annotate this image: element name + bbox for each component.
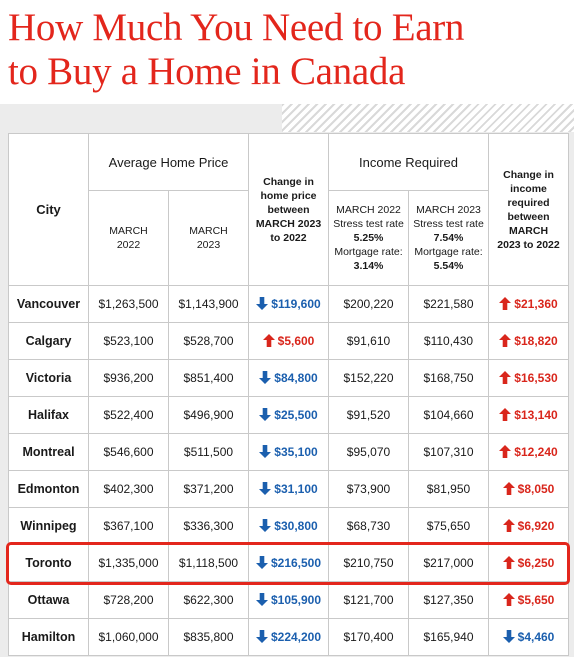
- price-change-cell: [249, 360, 329, 397]
- income-2023-cell: $110,430: [409, 323, 489, 360]
- header-price-march-2022: [89, 191, 169, 286]
- price-2023-cell: $496,900: [169, 397, 249, 434]
- income-2022-date: MARCH 2022: [336, 204, 401, 216]
- page-title: [8, 6, 464, 94]
- price-change-cell-content: [259, 482, 317, 496]
- price-2023-cell: $851,400: [169, 360, 249, 397]
- income-2023-cell: $75,650: [409, 508, 489, 545]
- price-change-cell-value: $119,600: [271, 297, 321, 311]
- table-row: [9, 545, 569, 582]
- arrow-up-icon: [499, 445, 511, 458]
- income-change-cell: [489, 545, 569, 582]
- price-change-cell: [249, 434, 329, 471]
- price-change-cell: [249, 619, 329, 656]
- price-change-cell-value: $5,600: [277, 334, 315, 348]
- price-2022-cell: $367,100: [89, 508, 169, 545]
- price-change-cell-value: $105,900: [270, 593, 322, 607]
- price-2022-cell: $523,100: [89, 323, 169, 360]
- table-body: [9, 286, 569, 656]
- arrow-down-icon: [259, 519, 271, 532]
- income-change-cell-value: $16,530: [514, 371, 558, 385]
- city-cell: Vancouver: [9, 286, 89, 323]
- income-change-cell-value: $6,920: [517, 519, 555, 533]
- income-change-cell-content: [499, 297, 557, 311]
- income-2023-date: MARCH 2023: [416, 204, 481, 216]
- table-row: [9, 471, 569, 508]
- price-2023-cell: $336,300: [169, 508, 249, 545]
- income-change-cell-content: [499, 334, 557, 348]
- income-2022-mortgage-rate: 3.14%: [353, 260, 384, 272]
- price-change-cell-value: $25,500: [274, 408, 318, 422]
- income-2022-mortgage-label: Mortgage rate:: [334, 246, 403, 258]
- income-change-cell-value: $4,460: [517, 630, 555, 644]
- price-change-cell-content: [259, 371, 317, 385]
- income-change-cell-value: $18,820: [514, 334, 558, 348]
- arrow-down-icon: [256, 630, 268, 643]
- header-price-march-2022-text: MARCH 2022: [109, 225, 148, 251]
- income-2022-cell: $68,730: [329, 508, 409, 545]
- income-change-cell-content: [503, 630, 555, 644]
- income-change-cell: [489, 286, 569, 323]
- income-2023-cell: $81,950: [409, 471, 489, 508]
- income-2022-stress-label: Stress test rate: [333, 218, 404, 230]
- city-cell: Winnipeg: [9, 508, 89, 545]
- income-2022-cell: $121,700: [329, 582, 409, 619]
- income-change-cell-value: $5,650: [517, 593, 555, 607]
- price-change-cell: [249, 471, 329, 508]
- price-2022-cell: $522,400: [89, 397, 169, 434]
- arrow-down-icon: [259, 408, 271, 421]
- income-2022-cell: $152,220: [329, 360, 409, 397]
- price-change-cell: [249, 286, 329, 323]
- price-change-cell-value: $224,200: [270, 630, 322, 644]
- income-change-cell-content: [503, 519, 555, 533]
- income-2022-cell: $210,750: [329, 545, 409, 582]
- income-2023-cell: $217,000: [409, 545, 489, 582]
- header-city: City: [9, 134, 89, 286]
- arrow-up-icon: [503, 556, 515, 569]
- city-cell: Toronto: [9, 545, 89, 582]
- income-2023-mortgage-label: Mortgage rate:: [414, 246, 483, 258]
- price-2022-cell: $1,335,000: [89, 545, 169, 582]
- header-price-march-2023-text: MARCH 2023: [189, 225, 228, 251]
- table-row: [9, 397, 569, 434]
- income-change-cell-content: [499, 445, 557, 459]
- arrow-down-icon: [259, 445, 271, 458]
- income-2022-cell: $91,520: [329, 397, 409, 434]
- income-2022-cell: $95,070: [329, 434, 409, 471]
- table-row: [9, 286, 569, 323]
- income-change-cell: [489, 582, 569, 619]
- header-price-change: [249, 134, 329, 286]
- income-change-cell-value: $12,240: [514, 445, 558, 459]
- arrow-down-icon: [256, 297, 268, 310]
- header-price-march-2023: [169, 191, 249, 286]
- table-row: [9, 434, 569, 471]
- city-cell: Ottawa: [9, 582, 89, 619]
- price-2023-cell: $622,300: [169, 582, 249, 619]
- price-2023-cell: $835,800: [169, 619, 249, 656]
- price-2023-cell: $371,200: [169, 471, 249, 508]
- city-cell: Edmonton: [9, 471, 89, 508]
- income-change-cell-value: $6,250: [517, 556, 555, 570]
- header-income-march-2023: [409, 191, 489, 286]
- income-change-cell-content: [503, 482, 555, 496]
- title-line-1: How Much You Need to Earn: [8, 6, 465, 49]
- price-2023-cell: $1,143,900: [169, 286, 249, 323]
- income-change-cell-content: [499, 408, 557, 422]
- table-row: [9, 582, 569, 619]
- arrow-up-icon: [263, 334, 275, 347]
- table-row: [9, 323, 569, 360]
- income-change-cell: [489, 360, 569, 397]
- income-2023-cell: $127,350: [409, 582, 489, 619]
- table-row: [9, 619, 569, 656]
- title-block: [0, 0, 556, 104]
- income-2022-cell: $91,610: [329, 323, 409, 360]
- price-change-cell-value: $84,800: [274, 371, 318, 385]
- income-2023-mortgage-rate: 5.54%: [433, 260, 464, 272]
- price-2022-cell: $936,200: [89, 360, 169, 397]
- income-change-cell-value: $13,140: [514, 408, 558, 422]
- income-change-cell: [489, 619, 569, 656]
- income-2022-cell: $73,900: [329, 471, 409, 508]
- price-change-cell-content: [256, 630, 321, 644]
- header-income-change: [489, 134, 569, 286]
- income-2022-cell: $200,220: [329, 286, 409, 323]
- price-change-cell-value: $35,100: [274, 445, 318, 459]
- price-change-cell-content: [263, 334, 315, 348]
- arrow-down-icon: [503, 630, 515, 643]
- city-cell: Victoria: [9, 360, 89, 397]
- price-2023-cell: $1,118,500: [169, 545, 249, 582]
- income-change-cell-content: [503, 593, 555, 607]
- price-change-cell: [249, 582, 329, 619]
- arrow-up-icon: [503, 519, 515, 532]
- income-2023-stress-rate: 7.54%: [433, 232, 464, 244]
- arrow-up-icon: [499, 334, 511, 347]
- price-change-cell: [249, 323, 329, 360]
- arrow-down-icon: [259, 482, 271, 495]
- price-2023-cell: $528,700: [169, 323, 249, 360]
- income-2023-cell: $107,310: [409, 434, 489, 471]
- price-change-cell-content: [256, 593, 321, 607]
- price-change-cell: [249, 508, 329, 545]
- income-change-cell: [489, 323, 569, 360]
- income-change-cell-value: $8,050: [517, 482, 555, 496]
- city-cell: Calgary: [9, 323, 89, 360]
- price-change-cell-content: [259, 445, 317, 459]
- arrow-up-icon: [499, 371, 511, 384]
- price-change-cell-content: [256, 297, 320, 311]
- title-line-2: to Buy a Home in Canada: [8, 50, 406, 93]
- header-average-home-price: Average Home Price: [89, 134, 249, 191]
- price-2022-cell: $728,200: [89, 582, 169, 619]
- arrow-up-icon: [503, 593, 515, 606]
- city-cell: Montreal: [9, 434, 89, 471]
- price-2022-cell: $402,300: [89, 471, 169, 508]
- income-change-cell-content: [499, 371, 557, 385]
- decorative-hatch: [282, 104, 574, 132]
- city-cell: Hamilton: [9, 619, 89, 656]
- arrow-down-icon: [256, 556, 268, 569]
- city-cell: Halifax: [9, 397, 89, 434]
- arrow-down-icon: [256, 593, 268, 606]
- income-2023-stress-label: Stress test rate: [413, 218, 484, 230]
- price-2022-cell: $546,600: [89, 434, 169, 471]
- arrow-up-icon: [499, 297, 511, 310]
- income-change-cell-value: $21,360: [514, 297, 558, 311]
- income-2022-stress-rate: 5.25%: [353, 232, 384, 244]
- income-change-cell: [489, 471, 569, 508]
- header-income-required: Income Required: [329, 134, 489, 191]
- price-2023-cell: $511,500: [169, 434, 249, 471]
- income-change-cell-content: [503, 556, 555, 570]
- price-change-cell: [249, 545, 329, 582]
- arrow-up-icon: [499, 408, 511, 421]
- income-change-cell: [489, 508, 569, 545]
- price-change-cell: [249, 397, 329, 434]
- price-change-cell-content: [256, 556, 321, 570]
- earnings-table: [8, 133, 569, 656]
- table-row: [9, 508, 569, 545]
- header-income-march-2022: [329, 191, 409, 286]
- price-change-cell-content: [259, 408, 317, 422]
- income-2022-cell: $170,400: [329, 619, 409, 656]
- price-2022-cell: $1,060,000: [89, 619, 169, 656]
- income-2023-cell: $165,940: [409, 619, 489, 656]
- price-change-cell-content: [259, 519, 317, 533]
- header-price-change-text: Change in home price between MARCH 2023 to 2022: [255, 175, 322, 244]
- price-change-cell-value: $216,500: [270, 556, 322, 570]
- income-2023-cell: $221,580: [409, 286, 489, 323]
- income-change-cell: [489, 434, 569, 471]
- income-2023-cell: $104,660: [409, 397, 489, 434]
- arrow-down-icon: [259, 371, 271, 384]
- income-change-cell: [489, 397, 569, 434]
- table-row: [9, 360, 569, 397]
- arrow-up-icon: [503, 482, 515, 495]
- price-change-cell-value: $30,800: [274, 519, 318, 533]
- price-change-cell-value: $31,100: [274, 482, 318, 496]
- header-income-change-text: Change in income required between MARCH 2023 to 2022: [497, 168, 560, 251]
- price-2022-cell: $1,263,500: [89, 286, 169, 323]
- income-2023-cell: $168,750: [409, 360, 489, 397]
